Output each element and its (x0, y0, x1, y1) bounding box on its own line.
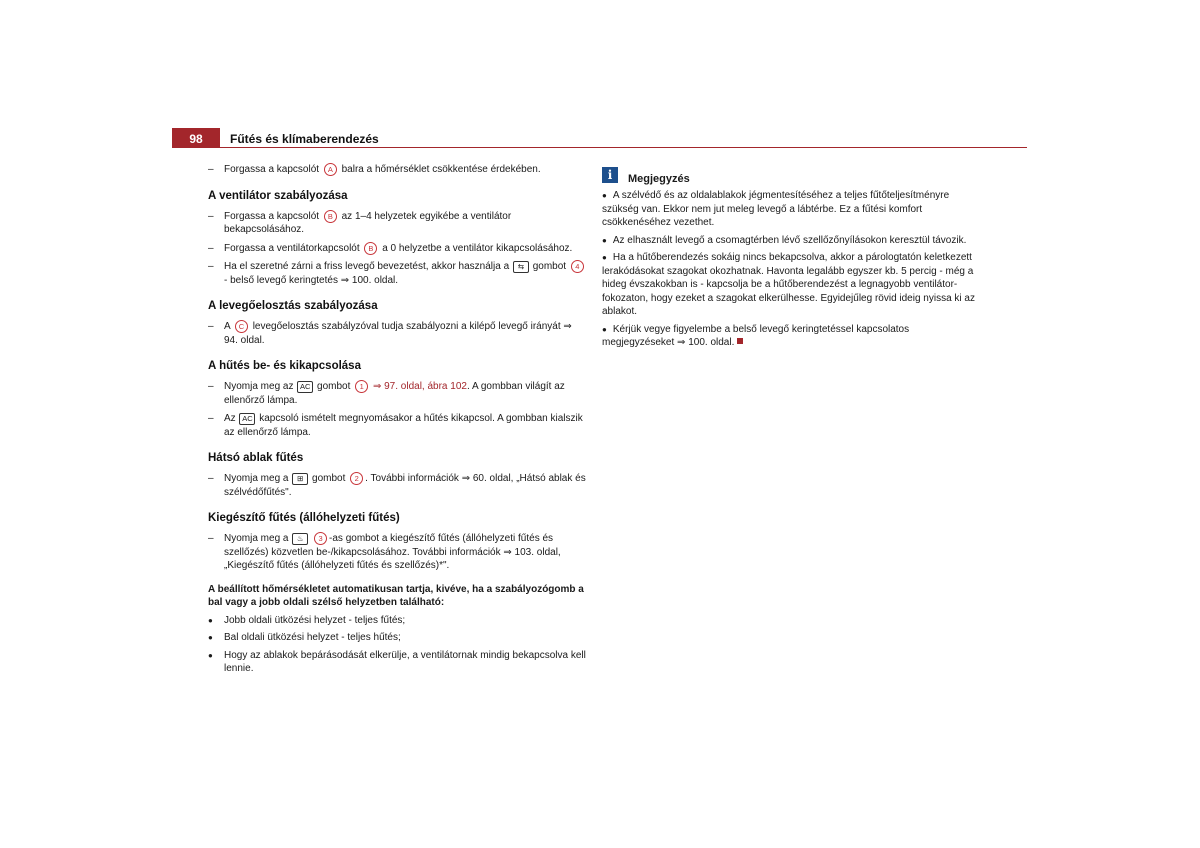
page-header (172, 128, 1027, 148)
control-c-marker: C (235, 320, 248, 333)
auto-temperature-note: A beállított hőmérsékletet automatikusan tartja, kivéve, ha a szabályozógomb a bal vagy a jobb oldali szélső helyzetben található: (208, 583, 584, 608)
ac-button-icon: AC (297, 381, 313, 393)
auxiliary-heating-icon: ♨ (292, 533, 308, 545)
fan-step-1: – Forgassa a kapcsolót B az 1–4 helyzetek egyikébe a ventilátor bekapcsolásához. (208, 210, 588, 237)
section-heading-cooling: A hűtés be- és kikapcsolása (208, 360, 361, 372)
list-item: ● Bal oldali ütközési helyzet - teljes hűtés; (208, 631, 588, 645)
note-item: ● Kérjük vegye figyelembe a belső levegő keringtetéssel kapcsolatos megjegyzéseket ⇒ 100. oldal. (602, 323, 910, 348)
section-heading-fan: A ventilátor szabályozása (208, 189, 348, 202)
left-column (208, 163, 588, 680)
button-3-marker: 3 (314, 532, 327, 545)
fan-step-3: – Ha el szeretné zárni a friss levegő bevezetést, akkor használja a ⇆ gombot 4 - belső levegő keringtetés ⇒ 100. oldal. (208, 260, 588, 287)
button-4-marker: 4 (571, 260, 584, 273)
figure-reference-link[interactable]: ⇒ 97. oldal, ábra 102 (372, 381, 467, 392)
intro-step: – Forgassa a kapcsolót A balra a hőmérséklet csökkentése érdekében. (208, 163, 588, 177)
note-item: ● A szélvédő és az oldalablakok jégmentesítéséhez a teljes fűtőteljesítményre szükség van. Ekkor nem jut meleg levegő a lábtérbe. Ez a fűtési komfort csökkenéséhez vezethet. (602, 190, 950, 228)
button-1-marker: 1 (355, 380, 368, 393)
control-a-marker: A (324, 163, 337, 176)
rear-window-heating-icon: ⊞ (292, 473, 308, 485)
control-b-marker: B (324, 210, 337, 223)
note-header (602, 167, 982, 189)
cooling-step-2: – Az AC kapcsoló ismételt megnyomásakor a hűtés kikapcsol. A gombban kialszik az ellenőrző lámpa. (208, 412, 588, 439)
ac-button-icon: AC (239, 413, 255, 425)
section-heading-rear-window: Hátsó ablak fűtés (208, 452, 304, 464)
note-item: ● Az elhasznált levegő a csomagtérben lévő szellőzőnyílásokon keresztül távozik. (602, 234, 967, 246)
cooling-step-1: – Nyomja meg az AC gombot 1 ⇒ 97. oldal, ábra 102. A gombban világít az ellenőrző lámpa. (208, 380, 588, 407)
note-box (602, 167, 982, 354)
aux-heating-step: – Nyomja meg a ♨ 3 -as gombot a kiegészítő fűtés (állóhelyzeti fűtés és szellőzés) közvetlen be-/kikapcsolásához. További információk ⇒ 103. oldal, „Kiegészítő fűtés (állóhelyzeti fűtés és szellőzés)*". (208, 532, 588, 573)
rear-window-step: – Nyomja meg a ⊞ gombot 2 . További információk ⇒ 60. oldal, „Hátsó ablak és szélvédőfűtés". (208, 472, 588, 499)
button-2-marker: 2 (350, 472, 363, 485)
header-rule (220, 147, 1027, 148)
section-heading-aux-heating: Kiegészítő fűtés (állóhelyzeti fűtés) (208, 512, 400, 524)
recirculation-icon: ⇆ (513, 261, 529, 273)
end-of-section-icon (737, 338, 743, 344)
distribution-step: – A C levegőelosztás szabályzóval tudja szabályozni a kilépő levegő irányát ⇒ 94. oldal. (208, 320, 588, 347)
note-title: Megjegyzés (628, 173, 690, 185)
list-item: ● Jobb oldali ütközési helyzet - teljes fűtés; (208, 614, 588, 628)
fan-step-2: – Forgassa a ventilátorkapcsolót B a 0 helyzetbe a ventilátor kikapcsolásához. (208, 242, 588, 256)
section-heading-air-distribution: A levegőelosztás szabályozása (208, 300, 378, 312)
list-item: ● Hogy az ablakok bepárásodását elkerülje, a ventilátornak mindig bekapcsolva kell lennie. (208, 649, 588, 676)
control-b-marker: B (364, 242, 377, 255)
page-number: 98 (172, 128, 220, 148)
chapter-title: Fűtés és klímaberendezés (230, 132, 379, 146)
info-icon: i (602, 167, 618, 183)
note-item: ● Ha a hűtőberendezés sokáig nincs bekapcsolva, akkor a párologtatón keletkezett lerakódásokat szagokat okozhatnak. Havonta legalább egyszer kb. 5 percig - még a hideg évszakokban is - kapcsolja be a hűtőberendezést a legnagyobb ventilátor-fokozaton, hogy ezeket a szagokat elkerülhesse. Egyidejűleg rövid ideig nyissa ki az ablakot. (602, 252, 975, 317)
